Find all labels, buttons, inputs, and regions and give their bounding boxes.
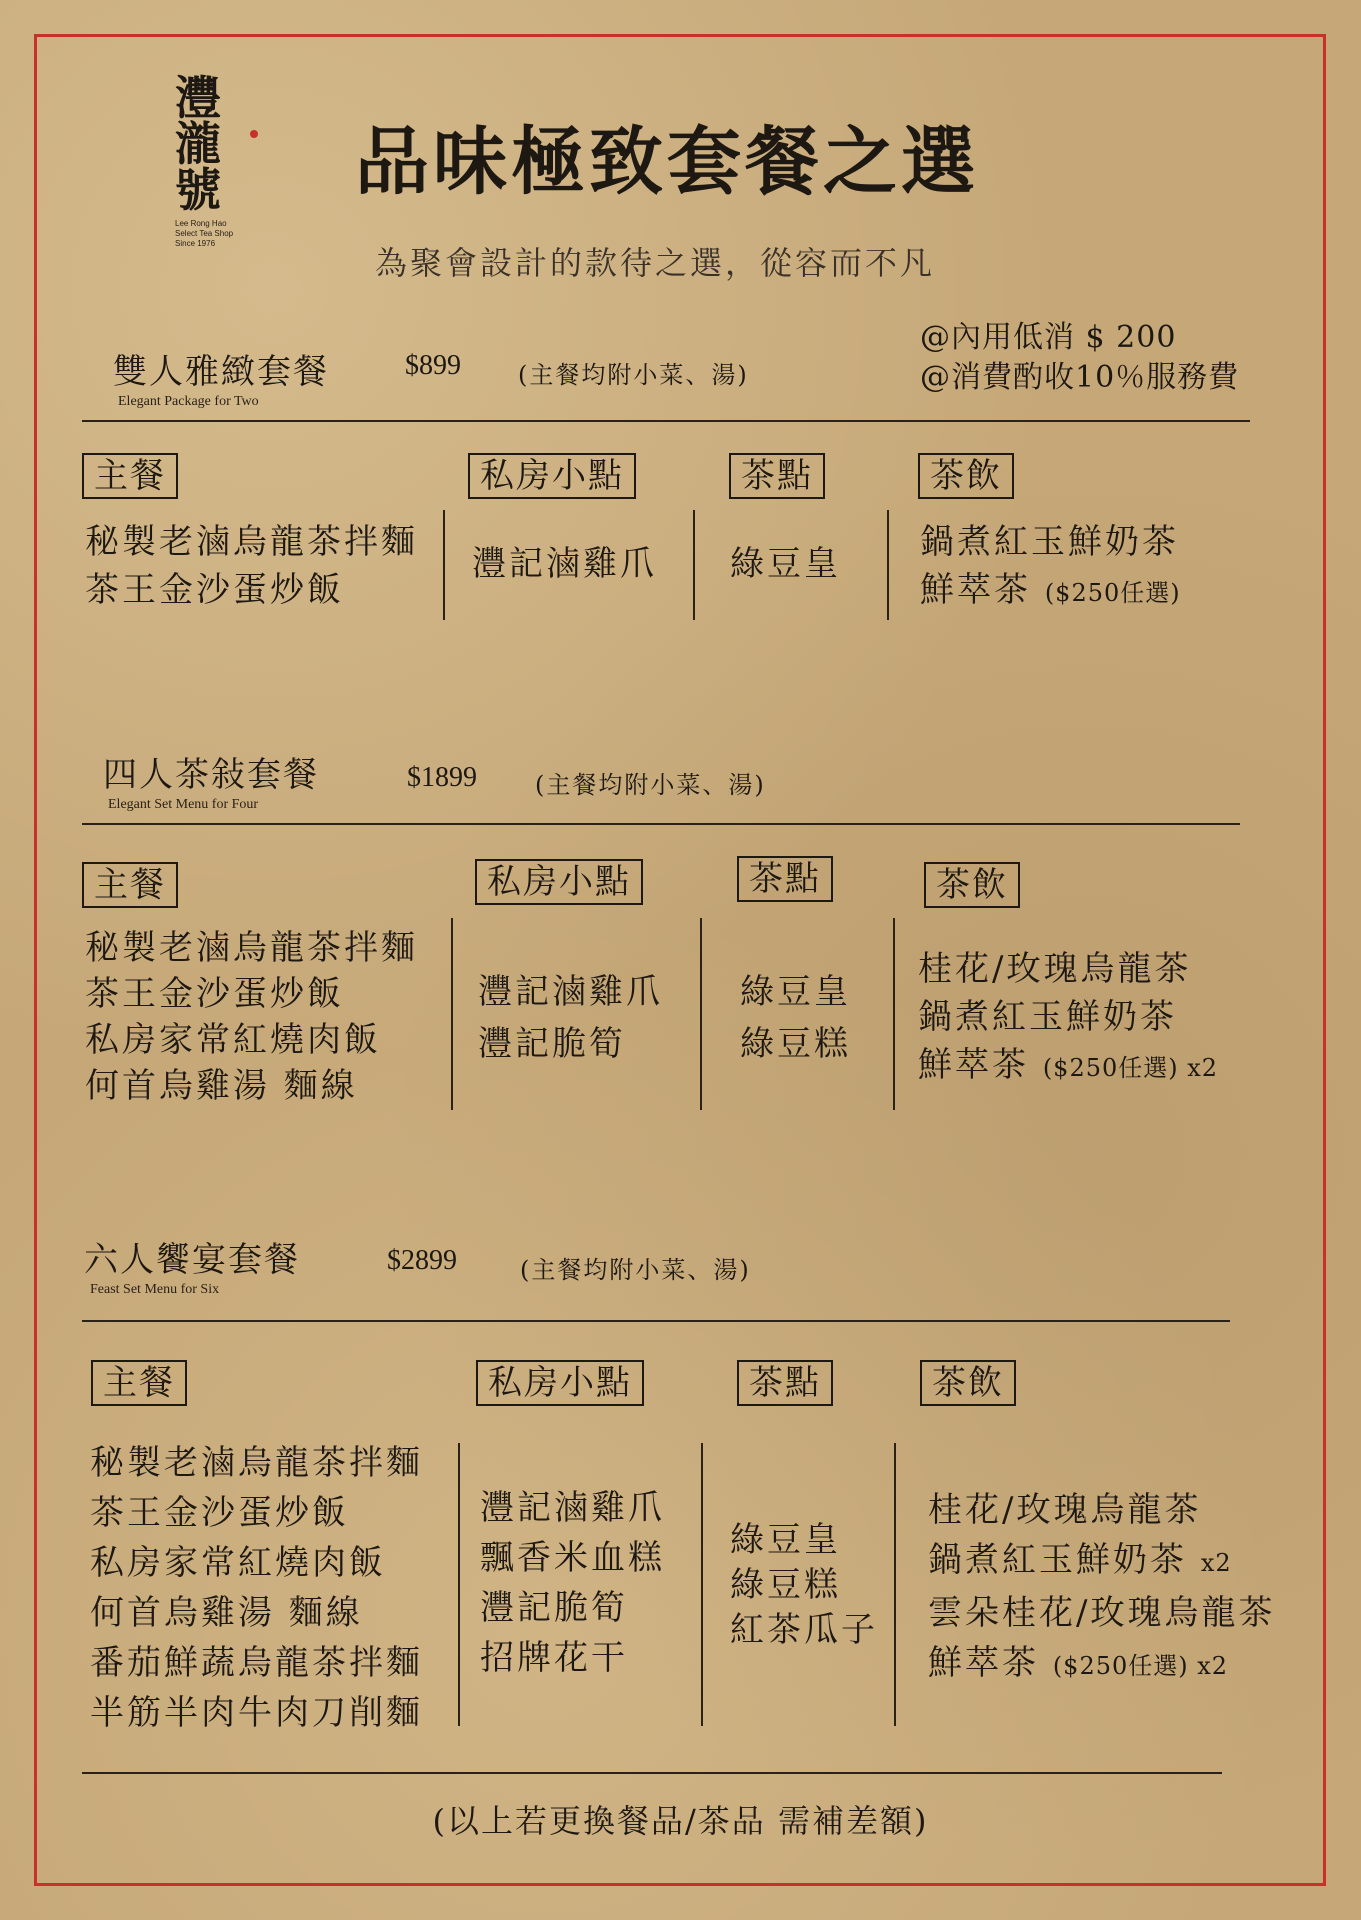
list-item: 鍋煮紅玉鮮奶茶 — [920, 522, 1179, 562]
column-divider — [700, 918, 702, 1110]
package-en-name: Elegant Package for Two — [118, 394, 259, 409]
dessert-list — [740, 966, 851, 1070]
heading-drink: 茶飲 — [920, 1360, 1016, 1406]
heading-drink: 茶飲 — [918, 453, 1014, 499]
service-fee-notice: @消費酌收10％服務費 — [920, 360, 1240, 395]
package-name: 雙人雅緻套餐 — [113, 352, 329, 392]
list-item: 茶王金沙蛋炒飯 — [90, 1493, 349, 1533]
drink-list — [920, 518, 1181, 617]
heading-private: 私房小點 — [476, 1360, 644, 1406]
main-list — [85, 925, 418, 1109]
package-note: (主餐均附小菜、湯) — [518, 361, 749, 389]
drink-suffix: x2 — [1200, 1549, 1232, 1577]
column-divider — [451, 918, 453, 1110]
package-price: $899 — [405, 350, 461, 381]
drink-list — [918, 945, 1218, 1092]
column-divider — [893, 918, 895, 1110]
drink-name: 鮮萃茶 — [920, 570, 1031, 610]
list-item — [928, 1638, 1275, 1691]
logo-sub-1: Lee Rong Hao — [175, 219, 227, 228]
dessert-list — [730, 1518, 878, 1653]
heading-main: 主餐 — [82, 862, 178, 908]
logo-char-3: 號 — [175, 163, 219, 217]
drink-list — [928, 1485, 1275, 1691]
drink-name: 鍋煮紅玉鮮奶茶 — [928, 1540, 1187, 1580]
list-item: 茶王金沙蛋炒飯 — [85, 974, 344, 1014]
list-item: 鍋煮紅玉鮮奶茶 — [918, 997, 1177, 1037]
list-item: 綠豆皇 — [740, 972, 851, 1012]
logo-char-1: 灃 — [175, 71, 219, 125]
logo-mark — [175, 71, 275, 217]
package-en-name: Elegant Set Menu for Four — [108, 797, 259, 812]
drink-name: 鮮萃茶 — [918, 1045, 1029, 1085]
list-item: 秘製老滷烏龍茶拌麵 — [90, 1443, 423, 1483]
private-list — [478, 966, 663, 1070]
package-en-name: Feast Set Menu for Six — [90, 1282, 220, 1297]
logo-sub-2: Select Tea Shop — [175, 229, 234, 238]
package-price: $1899 — [407, 762, 477, 793]
heading-dessert: 茶點 — [737, 856, 833, 902]
heading-drink: 茶飲 — [924, 862, 1020, 908]
column-divider — [693, 510, 695, 620]
list-item: 茶王金沙蛋炒飯 — [85, 570, 344, 610]
package-name: 六人饗宴套餐 — [84, 1240, 300, 1280]
list-item: 何首烏雞湯 麵線 — [90, 1593, 363, 1633]
list-item: 半筋半肉牛肉刀削麵 — [90, 1693, 423, 1733]
page-subtitle: 為聚會設計的款待之選，從容而不凡 — [375, 244, 936, 282]
list-item: 紅茶瓜子 — [730, 1610, 878, 1650]
list-item: 綠豆糕 — [730, 1565, 841, 1605]
footer-divider — [82, 1772, 1222, 1774]
section-divider — [82, 1320, 1230, 1322]
list-item: 雲朵桂花/玫瑰烏龍茶 — [928, 1593, 1276, 1633]
drink-suffix: ($250任選) — [1044, 579, 1181, 607]
package-price: $2899 — [387, 1245, 457, 1276]
logo-seal-icon — [250, 130, 258, 138]
min-charge-notice: @內用低消 $ 200 — [920, 320, 1177, 355]
list-item: 桂花/玫瑰烏龍茶 — [928, 1490, 1202, 1530]
package-name: 四人茶敍套餐 — [103, 755, 319, 795]
list-item: 飄香米血糕 — [480, 1538, 665, 1578]
section-divider — [82, 823, 1240, 825]
heading-private: 私房小點 — [468, 453, 636, 499]
list-item: 私房家常紅燒肉飯 — [90, 1543, 386, 1583]
list-item: 私房家常紅燒肉飯 — [85, 1020, 381, 1060]
logo-char-2: 瀧 — [175, 117, 219, 171]
page-title: 品味極致套餐之選 — [355, 119, 979, 205]
drink-suffix: ($250任選) x2 — [1052, 1652, 1229, 1680]
list-item — [928, 1535, 1275, 1588]
list-item: 灃記滷雞爪 — [472, 544, 657, 584]
list-item — [920, 566, 1181, 617]
main-list — [85, 518, 418, 614]
package-note: (主餐均附小菜、湯) — [520, 1256, 751, 1284]
heading-main: 主餐 — [91, 1360, 187, 1406]
package-note: (主餐均附小菜、湯) — [535, 771, 766, 799]
logo-sub-3: Since 1976 — [175, 239, 216, 248]
footer-note: (以上若更換餐品/茶品 需補差額) — [432, 1802, 929, 1840]
list-item: 灃記脆筍 — [478, 1024, 626, 1064]
list-item: 灃記滷雞爪 — [478, 972, 663, 1012]
list-item: 綠豆皇 — [730, 1520, 841, 1560]
column-divider — [458, 1443, 460, 1726]
drink-suffix: ($250任選) x2 — [1042, 1054, 1219, 1082]
heading-dessert: 茶點 — [737, 1360, 833, 1406]
private-list — [480, 1483, 665, 1683]
list-item: 秘製老滷烏龍茶拌麵 — [85, 522, 418, 562]
list-item: 招牌花干 — [480, 1638, 628, 1678]
list-item: 灃記滷雞爪 — [480, 1488, 665, 1528]
drink-name: 鮮萃茶 — [928, 1643, 1039, 1683]
list-item — [918, 1041, 1218, 1092]
column-divider — [887, 510, 889, 620]
list-item: 秘製老滷烏龍茶拌麵 — [85, 928, 418, 968]
main-list — [90, 1438, 423, 1738]
heading-private: 私房小點 — [475, 859, 643, 905]
list-item: 何首烏雞湯 麵線 — [85, 1066, 358, 1106]
column-divider — [894, 1443, 896, 1726]
list-item: 桂花/玫瑰烏龍茶 — [918, 949, 1192, 989]
column-divider — [443, 510, 445, 620]
column-divider — [701, 1443, 703, 1726]
heading-dessert: 茶點 — [729, 453, 825, 499]
list-item: 番茄鮮蔬烏龍茶拌麵 — [90, 1643, 423, 1683]
list-item: 灃記脆筍 — [480, 1588, 628, 1628]
heading-main: 主餐 — [82, 453, 178, 499]
private-list — [472, 540, 657, 588]
list-item: 綠豆皇 — [730, 544, 841, 584]
section-divider — [82, 420, 1250, 422]
logo — [175, 71, 275, 275]
dessert-list — [730, 540, 841, 588]
list-item: 綠豆糕 — [740, 1024, 851, 1064]
